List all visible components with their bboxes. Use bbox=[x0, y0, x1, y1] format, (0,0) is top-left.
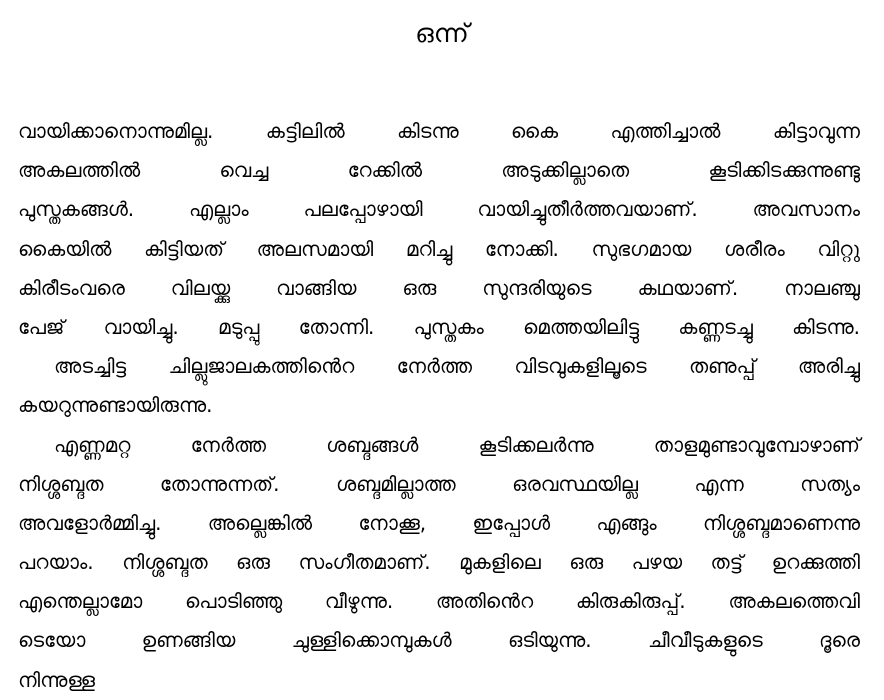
body-text bbox=[18, 112, 860, 692]
text-line: കയറുന്നുണ്ടായിരുന്നു. bbox=[18, 393, 213, 418]
text-line: പുസ്തകങ്ങൾ. എല്ലാം പലപ്പോഴായി വായിച്ചുതീർത്തവയാണ്. അവസാനം bbox=[18, 197, 860, 222]
text-line: അവളോർമ്മിച്ചു. അല്ലെങ്കിൽ നോക്കൂ, ഇപ്പോൾ എങ്ങും നിശ്ശബ്ദമാണെന്നു bbox=[18, 510, 860, 535]
text-line: വായിക്കാനൊന്നുമില്ല. കട്ടിലിൽ കിടന്നു കൈ എത്തിച്ചാൽ കിട്ടാവുന്ന bbox=[18, 119, 860, 143]
chapter-title: ഒന്ന് bbox=[415, 19, 469, 49]
text-line: നിശ്ശബ്ദത തോന്നുന്നത്. ശബ്ദമില്ലാത്ത ഒരവസ്ഥയില്ല എന്ന സത്യം bbox=[18, 471, 860, 496]
text-line: പേജ് വായിച്ചു. മടുപ്പു തോന്നി. പുസ്തകം മെത്തയിലിട്ടു കണ്ണടച്ചു കിടന്നു. bbox=[18, 314, 860, 339]
text-line: എണ്ണമറ്റ നേർത്ത ശബ്ദങ്ങൾ കൂടിക്കലർന്നു താളമുണ്ടാവുമ്പോഴാണ് bbox=[54, 432, 860, 457]
text-line: കിരീടംവരെ വിലയ്ക്കു വാങ്ങിയ ഒരു സുന്ദരിയുടെ കഥയാണ്. നാലഞ്ചു bbox=[18, 275, 860, 300]
text-line: പറയാം. നിശ്ശബ്ദത ഒരു സംഗീതമാണ്. മുകളിലെ ഒരു പഴയ തട്ട് ഉറക്കുത്തി bbox=[18, 550, 860, 575]
text-line: അകലത്തിൽ വെച്ച റേക്കിൽ അടുക്കില്ലാതെ കൂടിക്കിടക്കുന്നുണ്ടു bbox=[18, 158, 860, 183]
text-line: അടച്ചിട്ട ചില്ലുജാലകത്തിൻെറ നേർത്ത വിടവുകളിലൂടെ തണുപ്പ് അരിച്ചു bbox=[54, 354, 860, 379]
text-line: നിന്നുള്ള bbox=[18, 667, 95, 692]
text-line: ടെയോ ഉണങ്ങിയ ചുള്ളിക്കൊമ്പുകൾ ഒടിയുന്നു. ചീവീടുകളുടെ ദൂരെ bbox=[18, 628, 860, 653]
text-line: കൈയിൽ കിട്ടിയത് അലസമായി മറിച്ചു നോക്കി. സുഭഗമായ ശരീരം വിറ്റു bbox=[18, 236, 860, 261]
text-line: എന്തെല്ലാമോ പൊടിഞ്ഞു വീഴുന്നു. അതിൻെറ കിരുകിരുപ്പ്. അകലത്തെവി bbox=[18, 589, 860, 614]
